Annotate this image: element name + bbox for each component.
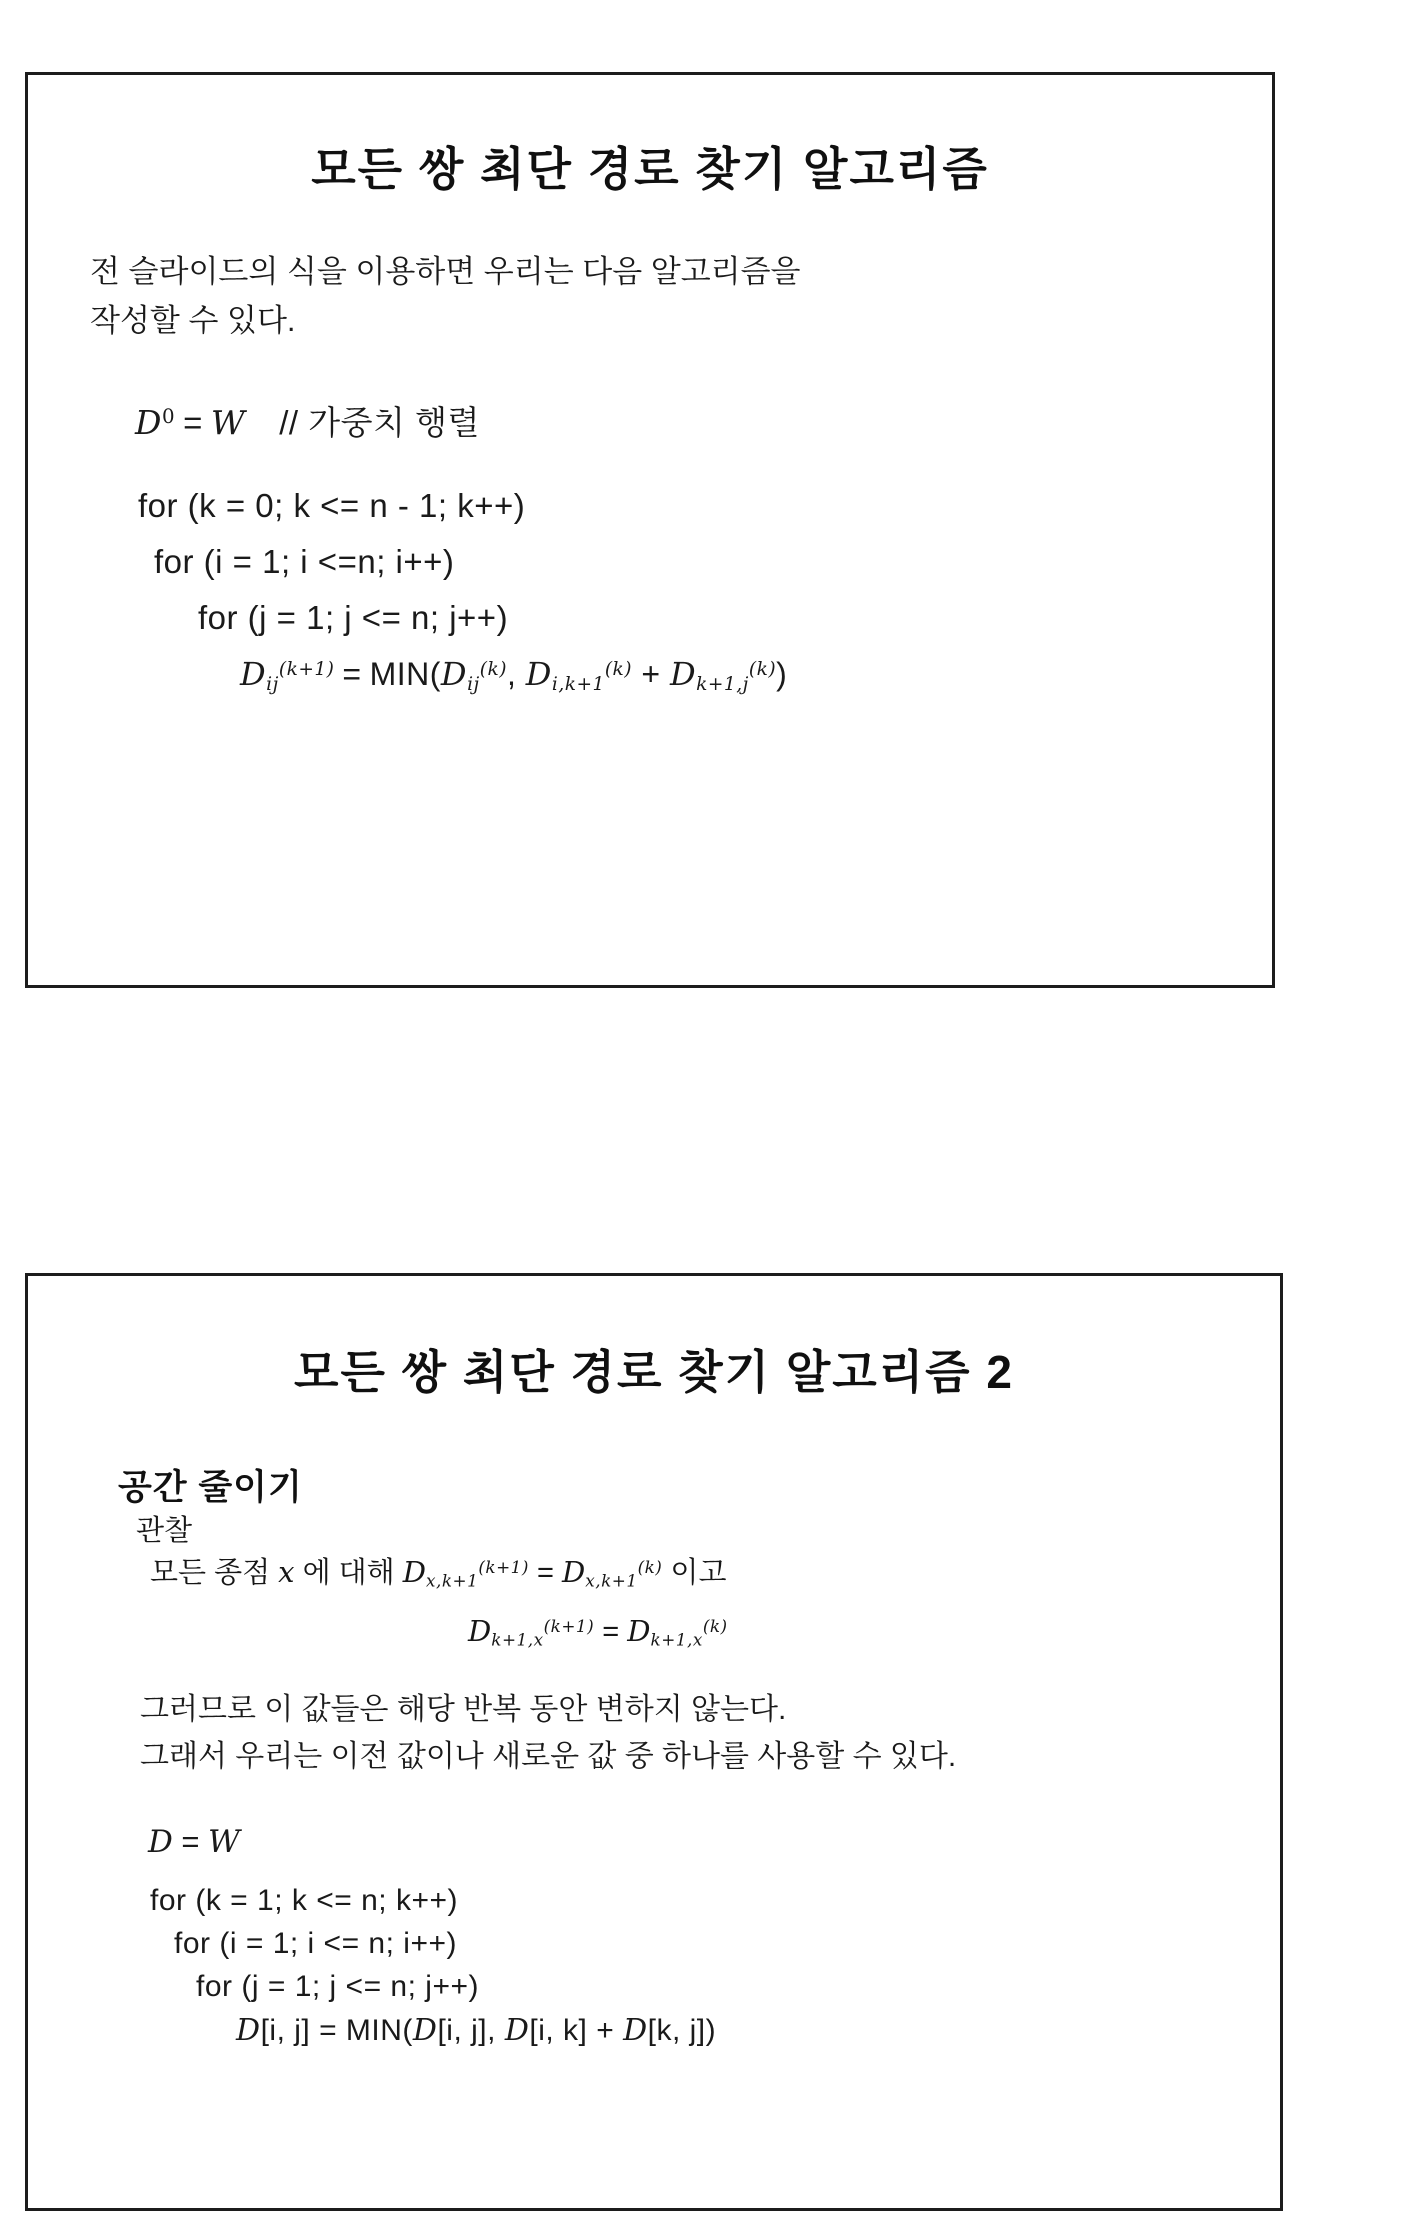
math-subscript: i,k+1 (551, 674, 605, 696)
math-var-d: D (402, 1555, 427, 1589)
math-subscript: x,k+1 (585, 1570, 638, 1591)
for-loop-j: for (j = 1; j <= n; j++) (196, 1970, 479, 2003)
math-term-rhs (562, 1557, 662, 1589)
code-comment: // 가중치 행렬 (279, 404, 480, 441)
for-loop-j: for (j = 1; j <= n; j++) (198, 599, 509, 636)
observation-label: 관찰 (136, 1515, 193, 1547)
for-loop-i: for (i = 1; i <=n; i++) (154, 543, 455, 580)
math-superscript: (k) (604, 658, 633, 680)
math-term-lhs (468, 1616, 594, 1648)
math-term-arg1 (440, 655, 507, 696)
code-text: [i, j], (437, 2014, 505, 2047)
for-loop-i: for (i = 1; i <= n; i++) (174, 1927, 457, 1960)
for-loop-k: for (k = 1; k <= n; k++) (150, 1884, 458, 1917)
math-var-d: D (240, 655, 267, 693)
math-var-d: D (623, 2013, 648, 2048)
min-function: MIN( (369, 656, 441, 692)
code-text: [i, k] + (529, 2014, 624, 2047)
math-var-d: D (525, 655, 552, 693)
intro-line-2: 작성할 수 있다. (90, 303, 296, 338)
math-term-rhs (627, 1616, 727, 1648)
slide-1-title: 모든 쌍 최단 경로 찾기 알고리즘 (311, 143, 989, 195)
math-var-d: D (670, 655, 697, 693)
math-superscript: (k) (748, 658, 777, 680)
math-var-d: D (148, 1824, 174, 1860)
close-paren: ) (776, 656, 788, 692)
observation-line-1 (150, 1550, 726, 1591)
math-term-lhs (240, 655, 335, 696)
obs1-suffix: 이고 (662, 1557, 727, 1589)
init-formula (135, 397, 480, 444)
slide-2-paragraph (140, 1686, 956, 1780)
math-var-d: D (504, 2013, 530, 2048)
math-var-d: D (468, 1614, 492, 1648)
math-term-arg3 (670, 655, 777, 696)
math-superscript: (k) (479, 658, 507, 680)
observation-line-2 (468, 1614, 728, 1650)
math-subscript: k+1,x (650, 1629, 703, 1650)
comma: , (506, 656, 526, 692)
math-subscript: ij (266, 674, 279, 696)
math-superscript: (k) (637, 1556, 663, 1577)
math-term-d0 (135, 404, 175, 441)
math-var-d: D (561, 1555, 586, 1589)
code-text: [k, j]) (647, 2014, 717, 2047)
math-var-d: D (627, 1614, 651, 1648)
math-superscript: (k) (702, 1615, 728, 1636)
equals-sign: = (181, 1824, 200, 1859)
math-term-lhs (403, 1557, 529, 1589)
slide-2-title: 모든 쌍 최단 경로 찾기 알고리즘 2 (294, 1346, 1014, 1398)
math-var-d: D (236, 2013, 261, 2048)
math-var-d: D (412, 2013, 438, 2048)
equals-sign: = (183, 404, 203, 441)
obs1-middle: 에 대해 (294, 1557, 403, 1589)
slide-2 (25, 1273, 1283, 2211)
paragraph-line-2: 그래서 우리는 이전 값이나 새로운 값 중 하나를 사용할 수 있다. (140, 1740, 957, 1773)
math-superscript: (k+1) (278, 658, 335, 680)
paragraph-line-1: 그러므로 이 값들은 해당 반복 동안 변하지 않는다. (140, 1693, 787, 1726)
intro-line-1: 전 슬라이드의 식을 이용하면 우리는 다음 알고리즘을 (90, 254, 801, 289)
math-var-w: W (210, 403, 246, 442)
plus-sign: + (632, 656, 670, 692)
math-var-x: x (278, 1555, 295, 1589)
math-subscript: k+1,x (491, 1629, 544, 1650)
math-var-d: D (135, 403, 162, 442)
assign-formula (148, 1824, 240, 1860)
math-superscript: (k+1) (543, 1615, 595, 1636)
math-superscript: (k+1) (478, 1556, 529, 1577)
math-superscript: 0 (161, 405, 176, 429)
math-term-arg2 (525, 655, 633, 696)
update-statement (236, 2013, 716, 2048)
equals-sign: = (594, 1616, 628, 1648)
code-text: [i, j] = MIN( (260, 2014, 413, 2047)
slide-1-intro (90, 247, 801, 345)
math-var-d: D (440, 655, 468, 693)
for-loop-k: for (k = 0; k <= n - 1; k++) (138, 487, 526, 524)
math-subscript: ij (467, 674, 480, 696)
math-var-w: W (207, 1824, 241, 1860)
math-subscript: k+1,j (696, 674, 749, 696)
update-formula (240, 655, 787, 695)
math-subscript: x,k+1 (426, 1570, 479, 1591)
equals-sign: = (528, 1557, 562, 1589)
slide-1 (25, 72, 1275, 988)
equals-sign: = (342, 656, 362, 692)
section-heading: 공간 줄이기 (118, 1468, 303, 1507)
obs1-prefix: 모든 종점 (150, 1557, 279, 1589)
